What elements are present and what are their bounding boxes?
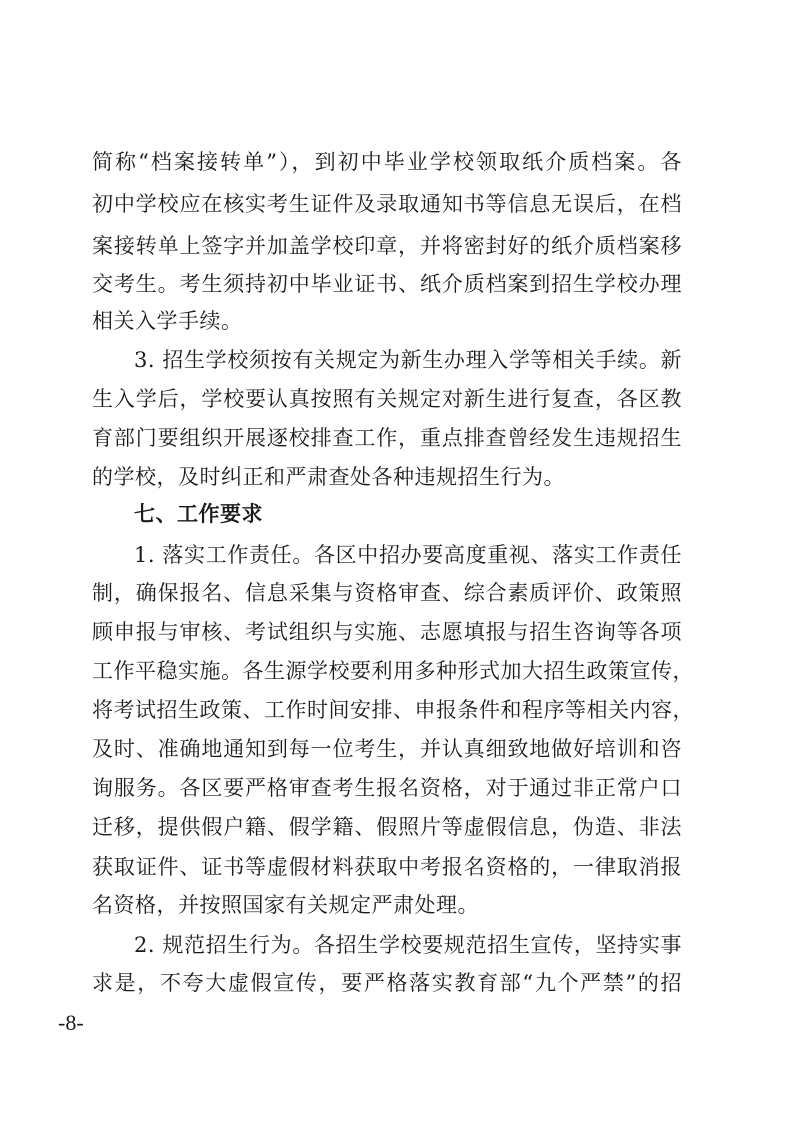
paragraph-line: 相关入学手续。	[92, 309, 243, 333]
paragraph-line: 将考试招生政策、工作时间安排、申报条件和程序等相关内容，	[92, 698, 694, 722]
paragraph-line: 3. 招生学校须按有关规定为新生办理入学等相关手续。新	[134, 348, 682, 372]
paragraph-line: 育部门要组织开展逐校排查工作，重点排查曾经发生违规招生	[92, 426, 682, 450]
section-heading: 七、工作要求	[134, 502, 263, 526]
page-number: -8-	[58, 1010, 84, 1035]
paragraph-line: 询服务。各区要严格审查考生报名资格，对于通过非正常户口	[92, 776, 682, 800]
paragraph-line: 1. 落实工作责任。各区中招办要高度重视、落实工作责任	[134, 543, 682, 567]
paragraph-line: 2. 规范招生行为。各招生学校要规范招生宣传，坚持实事	[134, 933, 682, 957]
paragraph-line: 制，确保报名、信息采集与资格审查、综合素质评价、政策照	[92, 581, 682, 605]
paragraph-line: 工作平稳实施。各生源学校要利用多种形式加大招生政策宣传，	[92, 659, 694, 683]
paragraph-line: 迁移，提供假户籍、假学籍、假照片等虚假信息，伪造、非法	[92, 815, 682, 839]
paragraph-line: 初中学校应在核实考生证件及录取通知书等信息无误后，在档	[92, 192, 682, 216]
paragraph-line: 求是，不夸大虚假宣传，要严格落实教育部“九个严禁”的招	[92, 971, 682, 995]
paragraph-line: 获取证件、证书等虚假材料获取中考报名资格的，一律取消报	[92, 855, 682, 879]
paragraph-line: 案接转单上签字并加盖学校印章，并将密封好的纸介质档案移	[92, 234, 682, 258]
paragraph-line: 生入学后，学校要认真按照有关规定对新生进行复查，各区教	[92, 387, 682, 411]
paragraph-line: 简称“档案接转单”），到初中毕业学校领取纸介质档案。各	[92, 150, 682, 174]
paragraph-line: 交考生。考生须持初中毕业证书、纸介质档案到招生学校办理	[92, 272, 682, 296]
paragraph-line: 及时、准确地通知到每一位考生，并认真细致地做好培训和咨	[92, 737, 682, 761]
paragraph-line: 名资格，并按照国家有关规定严肃处理。	[92, 893, 479, 917]
paragraph-line: 的学校，及时纠正和严肃查处各种违规招生行为。	[92, 465, 565, 489]
paragraph-line: 顾申报与审核、考试组织与实施、志愿填报与招生咨询等各项	[92, 620, 682, 644]
